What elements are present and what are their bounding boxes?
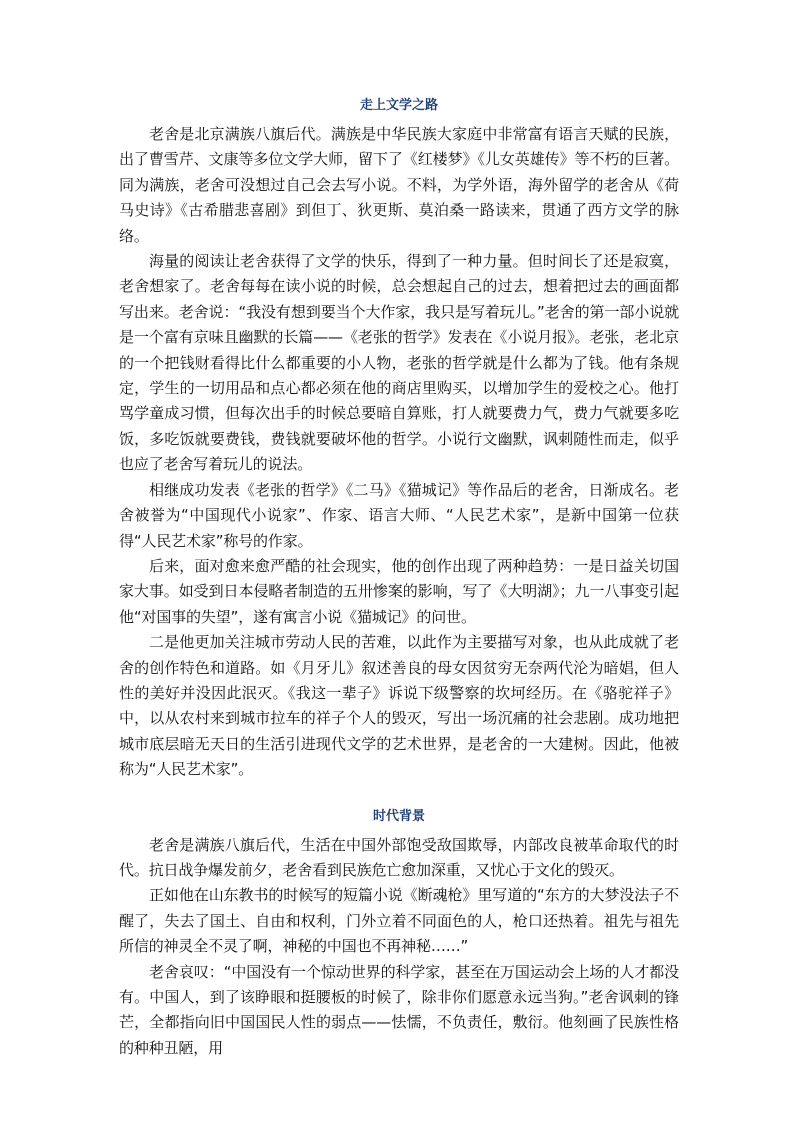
paragraph: 二是他更加关注城市劳动人民的苦难，以此作为主要描写对象，也从此成就了老舍的创作特色和道路。如《月牙儿》叙述善良的母女因贫穷无奈两代沦为暗娼，但人性的美好并没因此泯灭。《我这一辈子》诉说下级警察的坎坷经历。在《骆驼祥子》中，以从农村来到城市拉车的祥子个人的毁灭，写出一场沉痛的社会悲剧。成功地把城市底层暗无天日的生活引进现代文学的艺术世界，是老舍的一大建树。因此，他被称为“人民艺术家”。 <box>119 633 679 779</box>
document-body <box>119 96 679 1061</box>
paragraph: 老舍哀叹：“中国没有一个惊动世界的科学家，甚至在万国运动会上场的人才都没有。中国人，到了该睁眼和挺腰板的时候了，除非你们愿意永远当狗。”老舍讽刺的锋芒，全都指向旧中国国民人性的弱点——怯懦，不负责任，敷衍。他刻画了民族性格的种种丑陋，用 <box>119 962 679 1057</box>
paragraph: 后来，面对愈来愈严酷的社会现实，他的创作出现了两种趋势：一是日益关切国家大事。如受到日本侵略者制造的五卅惨案的影响，写了《大明湖》；九一八事变引起他“对国事的失望”，遂有寓言小说《猫城记》的问世。 <box>119 556 679 626</box>
paragraph: 老舍是满族八旗后代，生活在中国外部饱受敌国欺辱，内部改良被革命取代的时代。抗日战争爆发前夕，老舍看到民族危亡愈加深重，又忧心于文化的毁灭。 <box>119 835 679 879</box>
paragraph: 相继成功发表《老张的哲学》《二马》《猫城记》等作品后的老舍，日渐成名。老舍被誉为“中国现代小说家”、作家、语言大师、“人民艺术家”，是新中国第一位获得“人民艺术家”称号的作家。 <box>119 480 679 550</box>
section-title-literary-path: 走上文学之路 <box>359 98 438 113</box>
paragraph: 正如他在山东教书的时候写的短篇小说《断魂枪》里写道的“东方的大梦没法子不醒了，失去了国土、自由和权利，门外立着不同面色的人，枪口还热着。祖先与祖先所信的神灵全不灵了啊，神秘的中国也不再神秘……” <box>119 886 679 956</box>
paragraph: 海量的阅读让老舍获得了文学的快乐，得到了一种力量。但时间长了还是寂寞，老舍想家了。老舍每每在读小说的时候，总会想起自己的过去，想着把过去的画面都写出来。老舍说：“我没有想到要当个大作家，我只是写着玩儿。”老舍的第一部小说就是一个富有京味且幽默的长篇——《老张的哲学》发表在《小说月报》。老张，老北京的一个把钱财看得比什么都重要的小人物，老张的哲学就是什么都为了钱。他有条规定，学生的一切用品和点心都必须在他的商店里购买，以增加学生的爱校之心。他打骂学童成习惯，但每次出手的时候总要暗自算账，打人就要费力气，费力气就要多吃饭，多吃饭就要费钱，费钱就要破坏他的哲学。小说行文幽默，讽刺随性而走，似乎也应了老舍写着玩儿的说法。 <box>119 252 679 474</box>
paragraph: 老舍是北京满族八旗后代。满族是中华民族大家庭中非常富有语言天赋的民族，出了曹雪芹、文康等多位文学大师，留下了《红楼梦》《儿女英雄传》等不朽的巨著。同为满族，老舍可没想过自己会去写小说。不料，为学外语，海外留学的老舍从《荷马史诗》《古希腊悲喜剧》到但丁、狄更斯、莫泊桑一路读来，贯通了西方文学的脉络。 <box>119 125 679 245</box>
section-title-historical-background: 时代背景 <box>372 808 425 824</box>
